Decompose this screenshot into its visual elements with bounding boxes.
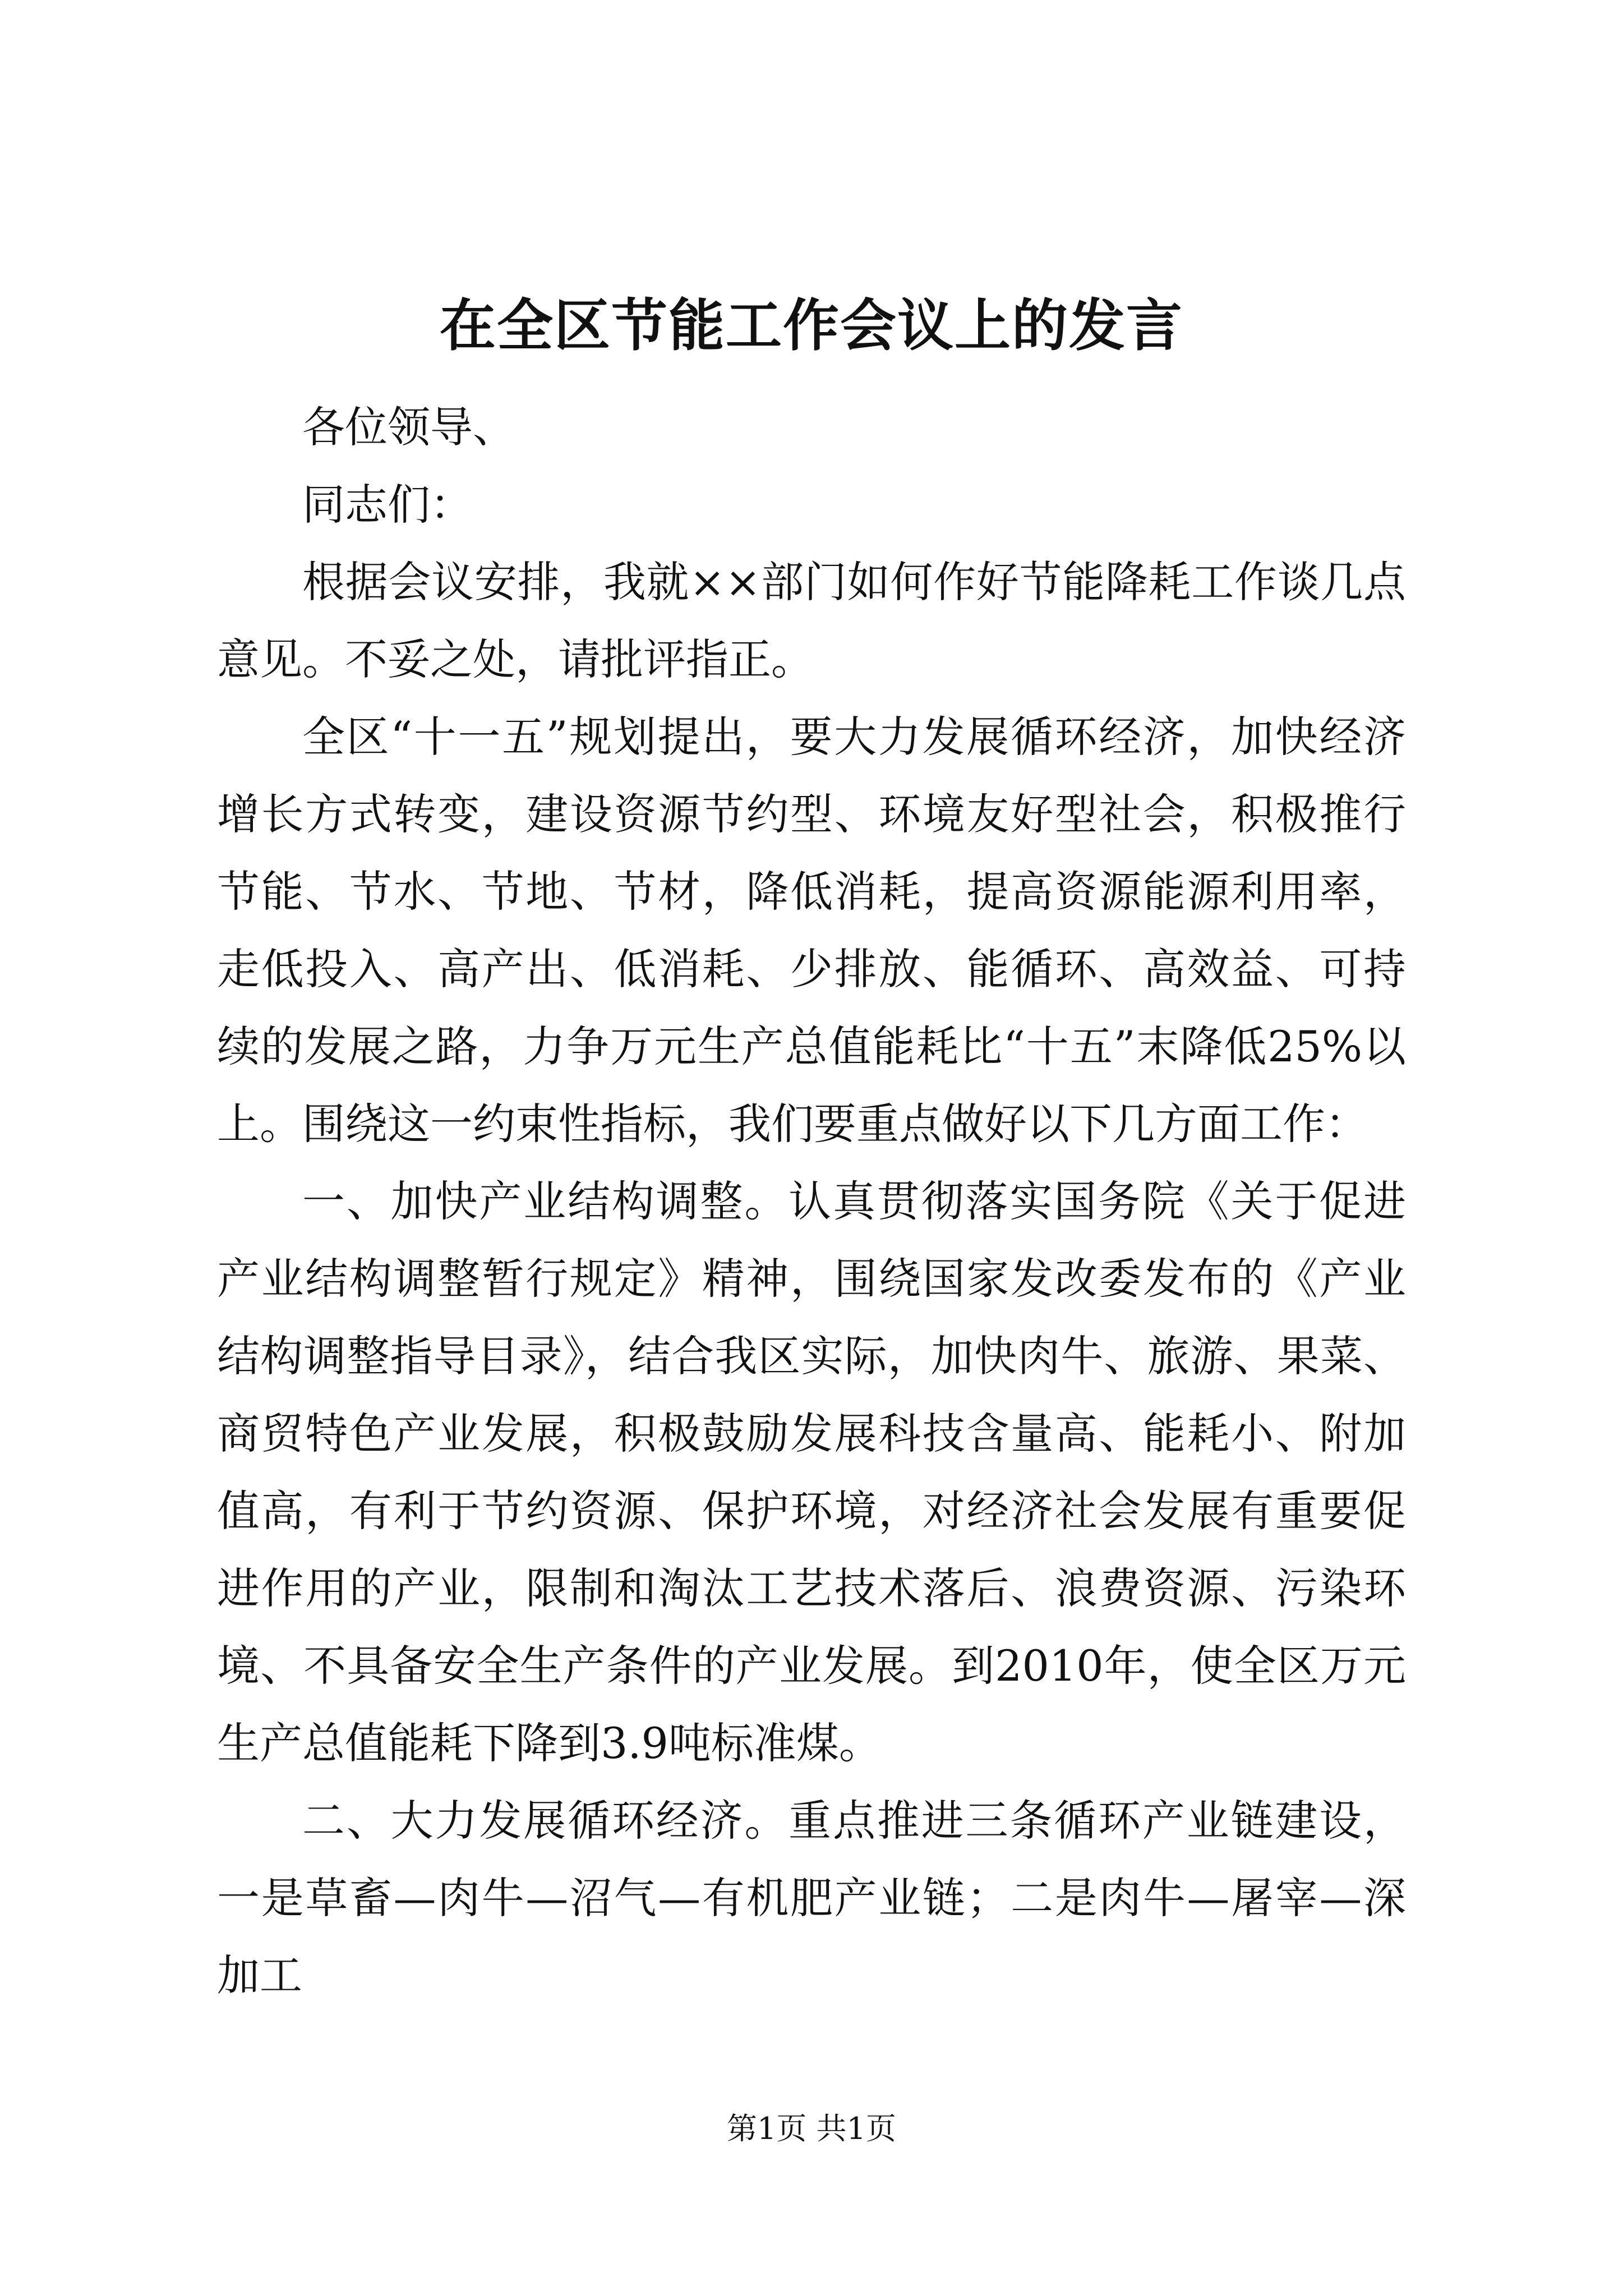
page-footer: 第1页 共1页 [727,2111,896,2146]
body-paragraph: 全区“十一五”规划提出，要大力发展循环经济，加快经济增长方式转变，建设资源节约型、环境友好型社会，积极推行节能、节水、节地、节材，降低消耗，提高资源能源利用率，走低投入、高产出、低消耗、少排放、能循环、高效益、可持续的发展之路，力争万元生产总值能耗比“十五”末降低25%以上。围绕这一约束性指标，我们要重点做好以下几方面工作： [217,712,1406,1149]
salutation-line-2: 同志们： [302,480,473,530]
body-paragraph: 一、加快产业结构调整。认真贯彻落实国务院《关于促进产业结构调整暂行规定》精神，围绕国家发改委发布的《产业结构调整指导目录》，结合我区实际，加快肉牛、旅游、果菜、商贸特色产业发展，积极鼓励发展科技含量高、能耗小、附加值高，有利于节约资源、保护环境，对经济社会发展有重要促进作用的产业，限制和淘汰工艺技术落后、浪费资源、污染环境、不具备安全生产条件的产业发展。到2010年，使全区万元生产总值能耗下降到3.9吨标准煤。 [217,1176,1406,1768]
body-paragraph: 根据会议安排，我就××部门如何作好节能降耗工作谈几点意见。不妥之处，请批评指正。 [217,557,1406,684]
salutation-line-1: 各位领导、 [302,402,515,452]
document-title: 在全区节能工作会议上的发言 [440,292,1183,358]
body-paragraph: 二、大力发展循环经济。重点推进三条循环产业链建设，一是草畜—肉牛—沼气—有机肥产业链；二是肉牛—屠宰—深加工 [217,1796,1406,2000]
document-body [217,389,1406,2014]
